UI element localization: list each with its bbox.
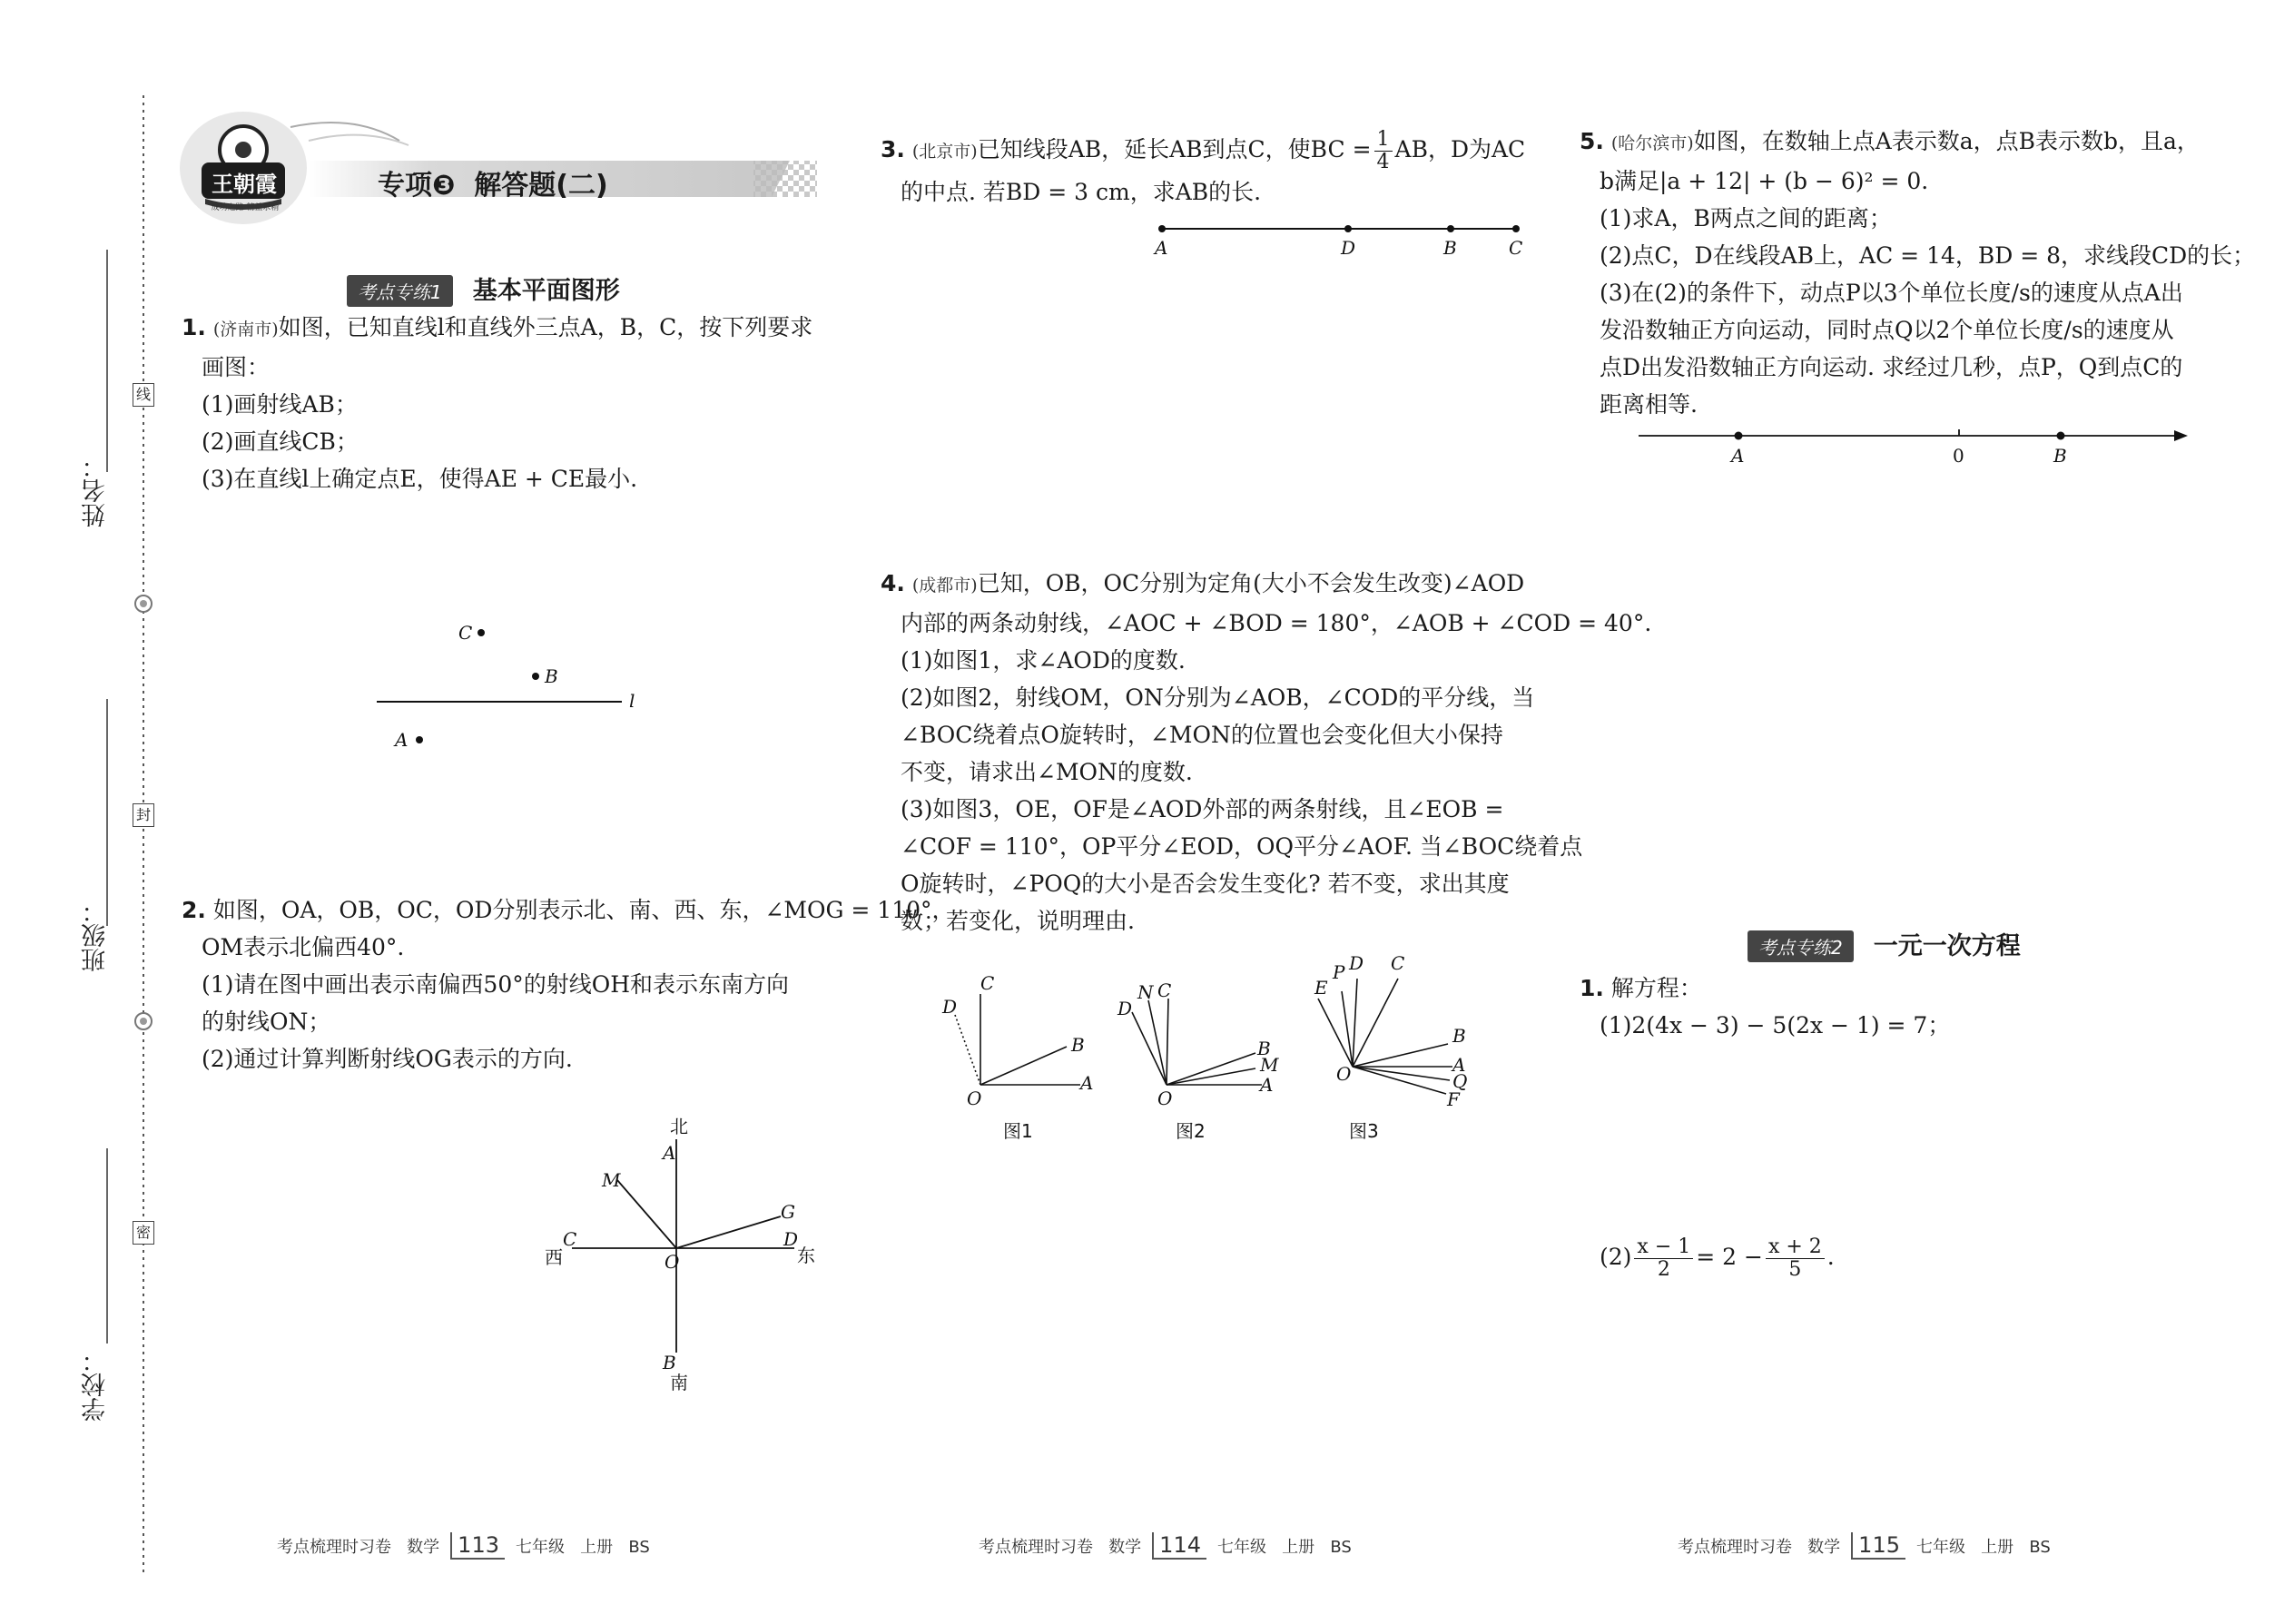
q1-line1: 如图，已知直线l和直线外三点A，B，C，按下列要求	[278, 314, 813, 340]
label-north: 北	[670, 1116, 688, 1137]
fig1-caption: 图1	[1003, 1120, 1033, 1142]
fig3-label-P: P	[1333, 961, 1345, 983]
fig2-label-N: N	[1137, 981, 1154, 1003]
q4-figure-1	[935, 944, 1098, 1148]
name-label: 姓名：	[82, 454, 110, 527]
header-banner	[172, 104, 826, 231]
fig3-caption: 图3	[1349, 1120, 1379, 1142]
fig2-caption: 图2	[1176, 1120, 1206, 1142]
fig3-label-E: E	[1314, 977, 1328, 999]
label-D: D	[783, 1228, 799, 1250]
q5-source: (哈尔滨市)	[1610, 133, 1694, 153]
q4-line2: 内部的两条动射线，∠AOC + ∠BOD = 180°，∠AOB + ∠COD = 40°.	[901, 610, 1652, 636]
q3-fraction	[1374, 129, 1393, 173]
section-title-1: 基本平面图形	[472, 277, 620, 305]
q5-part3a: (3)在(2)的条件下，动点P以3个单位长度/s的速度从点A出	[1600, 280, 2183, 306]
q1-line2: 画图：	[202, 354, 271, 380]
label-G: G	[781, 1201, 795, 1223]
fig3-label-Q: Q	[1452, 1070, 1468, 1092]
fig3-label-A: A	[1452, 1054, 1466, 1076]
fig1-label-B: B	[1071, 1034, 1085, 1056]
ray-OM	[617, 1180, 676, 1248]
fig3-label-C: C	[1391, 952, 1405, 974]
q4-part3d: 数；若变化，说明理由.	[901, 908, 1135, 934]
page-number: 115	[1851, 1532, 1905, 1560]
footer-left: 考点梳理时习卷 数学	[1678, 1538, 1841, 1557]
q3-frac-num: 1	[1374, 129, 1393, 152]
fig2-label-C: C	[1157, 979, 1172, 1001]
q5-line1: 如图，在数轴上点A表示数a，点B表示数b，且a，	[1693, 128, 2200, 154]
eq2-num2: x + 2	[1766, 1236, 1825, 1259]
label-south: 南	[670, 1372, 688, 1393]
q5-part3c: 点D出发沿数轴正方向运动. 求经过几秒，点P，Q到点C的	[1600, 354, 2183, 380]
q1-text	[182, 309, 812, 497]
eq2-mid: = 2 −	[1696, 1244, 1763, 1270]
fig1-label-A: A	[1080, 1072, 1094, 1094]
q5-part1: (1)求A，B两点之间的距离；	[1600, 205, 1892, 231]
logo-badge	[196, 115, 290, 215]
eq-number: 1.	[1580, 975, 1604, 1001]
eq-part2	[1600, 1230, 1835, 1284]
school-label: 学校：	[82, 1348, 110, 1422]
q4-part1: (1)如图1，求∠AOD的度数.	[901, 647, 1186, 674]
fig1-label-D: D	[942, 996, 958, 1018]
q4-part2b: ∠BOC绕着点O旋转时，∠MON的位置也会变化但大小保持	[901, 722, 1503, 748]
fig2-label-M: M	[1260, 1054, 1279, 1076]
eq2-num1: x − 1	[1634, 1236, 1693, 1259]
footer-left: 考点梳理时习卷 数学	[277, 1538, 440, 1557]
eq2-prefix: (2)	[1600, 1244, 1632, 1270]
label-A: A	[663, 1142, 676, 1164]
fig2-label-D: D	[1117, 998, 1133, 1019]
label-B: B	[1443, 237, 1457, 259]
q4-part2c: 不变，请求出∠MON的度数.	[901, 759, 1193, 785]
binding-margin	[0, 0, 154, 1624]
seal-mark-line: 线	[133, 383, 154, 407]
label-l: l	[629, 690, 635, 712]
q2-figure	[536, 1117, 844, 1407]
q3-number: 3.	[881, 136, 905, 162]
q1-source: (济南市)	[212, 320, 279, 340]
q3-frac-den: 4	[1376, 151, 1390, 173]
q1-part1: (1)画射线AB；	[202, 391, 358, 418]
q4-figure-2	[1112, 944, 1279, 1148]
q5-number: 5.	[1580, 128, 1604, 154]
q4-part3a: (3)如图3，OE，OF是∠AOD外部的两条射线，且∠EOB =	[901, 796, 1504, 822]
q2-text	[182, 891, 958, 1078]
label-A: A	[395, 729, 409, 751]
eq2-end: .	[1826, 1244, 1835, 1270]
fig2-label-B: B	[1257, 1038, 1271, 1059]
footer-page-113	[277, 1532, 650, 1558]
q5-part3d: 距离相等.	[1600, 391, 1698, 418]
q4-text	[881, 565, 1651, 940]
fig2-label-A: A	[1260, 1074, 1274, 1096]
binding-lines	[0, 0, 154, 1624]
q5-part2: (2)点C，D在线段AB上，AC = 14，BD = 8，求线段CD的长；	[1600, 242, 2256, 269]
point-A	[416, 736, 423, 743]
seal-mark-close: 密	[133, 1221, 154, 1245]
seal-mark-seal: 封	[133, 803, 154, 827]
q3-figure	[1153, 218, 1534, 263]
fig2-label-O: O	[1157, 1088, 1173, 1109]
class-label: 班级：	[82, 899, 110, 972]
q2-part2: (2)通过计算判断射线OG表示的方向.	[202, 1046, 573, 1072]
equations	[1580, 969, 1950, 1044]
q1-part2: (2)画直线CB；	[202, 428, 359, 455]
eq2-frac-2	[1766, 1236, 1825, 1281]
fig3-label-F: F	[1447, 1088, 1460, 1110]
page-title: 专项❸ 解答题(二)	[378, 170, 608, 202]
q3-source: (北京市)	[911, 142, 978, 162]
label-C: C	[1509, 237, 1523, 259]
eq-part1: (1)2(4x − 3) − 5(2x − 1) = 7；	[1600, 1012, 1951, 1038]
label-C: C	[563, 1228, 577, 1250]
page-number: 114	[1152, 1532, 1206, 1560]
q3-line1a: 已知线段AB，延长AB到点C，使BC =	[977, 136, 1372, 162]
fig3-label-D: D	[1349, 952, 1364, 974]
q4-part3b: ∠COF = 110°，OP平分∠EOD，OQ平分∠AOF. 当∠BOC绕着点	[901, 833, 1583, 860]
label-B: B	[663, 1352, 676, 1373]
footer-right: 七年级 上册 BS	[1216, 1538, 1352, 1557]
ray-OG	[676, 1216, 781, 1248]
eq2-frac-1	[1634, 1236, 1693, 1281]
section-badge-1: 考点专练1	[347, 275, 453, 307]
q2-line1: 如图，OA，OB，OC，OD分别表示北、南、西、东，∠MOG = 110°，	[212, 897, 955, 923]
section-badge-2: 考点专练2	[1748, 930, 1854, 962]
eq2-den2: 5	[1788, 1258, 1802, 1281]
fig3-label-O: O	[1336, 1063, 1352, 1085]
numline-label-B: B	[2053, 445, 2067, 467]
q2-line2: OM表示北偏西40°.	[202, 934, 405, 960]
footer-right: 七年级 上册 BS	[1915, 1538, 2051, 1557]
eq2-den1: 2	[1657, 1258, 1670, 1281]
q5-number-line	[1634, 422, 2197, 472]
section-heading-1	[347, 271, 620, 307]
q4-line1: 已知，OB，OC分别为定角(大小不会发生改变)∠AOD	[977, 570, 1525, 596]
label-D: D	[1341, 237, 1356, 259]
q5-text	[1580, 123, 2255, 423]
q1-figure	[363, 613, 654, 767]
fig3-label-B: B	[1452, 1025, 1466, 1047]
footer-left: 考点梳理时习卷 数学	[979, 1538, 1142, 1557]
q1-number: 1.	[182, 314, 206, 340]
q4-part3c: O旋转时，∠POQ的大小是否会发生变化? 若不变，求出其度	[901, 871, 1510, 897]
label-east: 东	[797, 1245, 815, 1266]
logo-text: 王朝霞	[212, 171, 277, 197]
q4-number: 4.	[881, 570, 905, 596]
section-heading-2	[1748, 926, 2021, 962]
q5-part3b: 发沿数轴正方向运动，同时点Q以2个单位长度/s的速度从	[1600, 317, 2174, 343]
q3-text	[881, 129, 1525, 211]
footer-page-115	[1678, 1532, 2051, 1558]
fig1-label-O: O	[967, 1088, 982, 1109]
q1-part3: (3)在直线l上确定点E，使得AE + CE最小.	[202, 466, 638, 492]
q4-source: (成都市)	[911, 576, 978, 595]
q2-number: 2.	[182, 897, 206, 923]
label-M: M	[602, 1169, 621, 1191]
numline-label-zero: 0	[1953, 445, 1964, 467]
footer-right: 七年级 上册 BS	[515, 1538, 650, 1557]
q4-part2a: (2)如图2，射线OM，ON分别为∠AOB，∠COD的平分线，当	[901, 684, 1535, 711]
footer-page-114	[979, 1532, 1352, 1558]
label-A: A	[1155, 237, 1168, 259]
label-west: 西	[545, 1246, 563, 1268]
q2-part1a: (1)请在图中画出表示南偏西50°的射线OH和表示东南方向	[202, 971, 790, 998]
q4-figure-3	[1262, 944, 1498, 1148]
logo-subtext: 成功之路 精益求精	[211, 203, 280, 212]
label-C: C	[458, 622, 473, 644]
label-B: B	[545, 665, 558, 687]
fig1-label-C: C	[980, 972, 995, 994]
numline-label-A: A	[1731, 445, 1745, 467]
section-title-2: 一元一次方程	[1873, 932, 2021, 960]
point-C	[478, 629, 485, 636]
label-O: O	[665, 1251, 680, 1273]
page-number: 113	[450, 1532, 505, 1560]
q3-line2: 的中点. 若BD = 3 cm，求AB的长.	[901, 179, 1262, 205]
q5-line2: b满足|a + 12| + (b − 6)² = 0.	[1600, 168, 1929, 194]
point-B	[532, 673, 539, 680]
q3-line1b: AB，D为AC	[1394, 136, 1526, 162]
q2-part1b: 的射线ON；	[202, 1009, 331, 1035]
eq-title: 解方程：	[1610, 975, 1702, 1001]
